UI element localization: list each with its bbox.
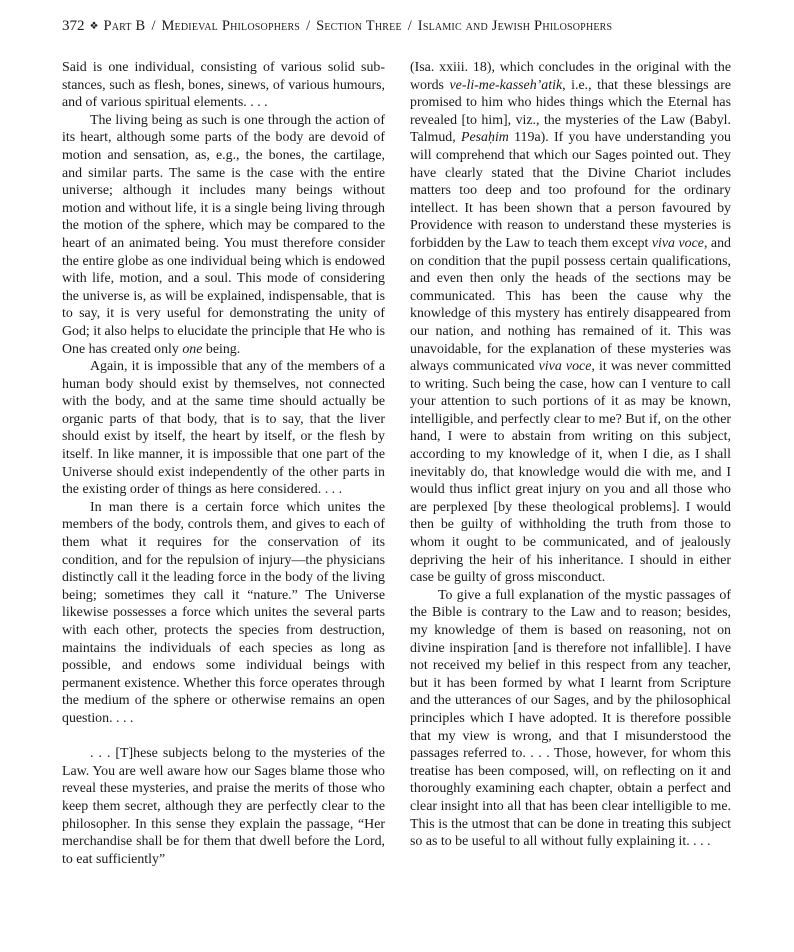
running-header — [62, 18, 742, 40]
header-subtitle: Islamic and Jewish Philosophers — [417, 18, 613, 34]
emphasis: one — [182, 341, 203, 357]
emphasis: viva voce — [651, 235, 704, 251]
header-separator: / — [407, 18, 412, 34]
paragraph: Said is one individual, consisting of various solid substances, such as flesh, bones, sinews, of various humours, and of various spiritual elements. . . . — [62, 60, 385, 111]
emphasis: Pesaḥim — [461, 130, 509, 146]
emphasis: ve-li-me-kasseh’atik — [449, 77, 563, 93]
header-separator: / — [306, 18, 311, 34]
left-column — [62, 59, 385, 868]
paragraph: In man there is a certain force which unites the members of the body, controls them, and gives to each of them what it requires for the conservation of its condition, and for the repulsion of injury—the physicians distinctly call it the leading force in the body of the living being; sometimes they call it “nature.” The Universe likewise possesses a force which unites the several parts with each other, protects the species from destruction, maintains the individuals of each species as long as possible, and endows some individual beings with permanent existence. Whether this force operates through the medium of the sphere or otherwise remains an open question. . . . — [62, 499, 385, 726]
page-number: 372 — [62, 18, 85, 34]
header-separator: / — [151, 18, 156, 34]
paragraph: . . . [T]hese subjects belong to the mysteries of the Law. You are well aware how our Sages blame those who reveal these mysteries, and praise the merits of those who keep them secret, although they are perfectly clear to the philosopher. In this sense they explain the passage, “Her merchandise shall be for them that dwell before the Lord, to eat sufficiently” — [62, 746, 385, 867]
header-title: Medieval Philosophers — [161, 18, 301, 34]
header-part: Part B — [103, 18, 146, 34]
paragraph: To give a full explanation of the mystic passages of the Bible is contrary to the Law and to reason; besides, my knowledge of them is based on reasoning, not on divine inspiration [and is therefore not infallible]. I have not received my belief in this respect from any teacher, but it has been formed by what I learnt from Scripture and the utterances of our Sages, and by the philosophical principles which I have adopted. It is therefore possible that my view is wrong, and that I misunderstood the passages referred to. . . . Those, however, for whom this treatise has been composed, will, on reflecting on it and thoroughly examining each chapter, obtain a perfect and clear insight into all that has been clear intelligible to me. This is the utmost that can be done in treating this subject so as to be useful to all without fully explaining it. . . . — [410, 587, 731, 850]
header-section: Section Three — [316, 18, 402, 34]
paragraph: The living being as such is one through the action of its heart, although some parts of the body are devoid of motion and sensation, as, e.g., the bones, the cartilage, and similar parts. The same is the case with the entire universe; although it includes many beings without motion and without life, it is a single being living through the motion of the sphere, which may be compared to the heart of an animated being. You must therefore consider the entire globe as one individual being which is endowed with life, motion, and a soul. This mode of considering the universe is, as will be explained, indispensable, that is to say, it is very useful for demonstrating the unity of God; it also helps to elucidate the principle that He who is One has created only one being. — [62, 112, 385, 357]
emphasis: viva voce, — [538, 359, 595, 375]
paragraph: Again, it is impossible that any of the members of a human body should exist by themselves, not connected with the body, and at the same time should actually be organic parts of that body, that is to say, that the liver should exist by itself, the heart by itself, or the flesh by itself. In like manner, it is impossible that one part of the Universe should exist independently of the other parts in the existing order of things as here considered. . . . — [62, 359, 385, 498]
right-column — [410, 59, 731, 851]
diamond-ornament-icon: ❖ — [89, 21, 99, 32]
paragraph: (Isa. xxiii. 18), which concludes in the original with the words ve-li-me-kasseh’atik, i.e., that these blessings are promised to him who hides things which the Eternal has revealed [to him], viz., the mysteries of the Law (Babyl. Talmud, Pesaḥim 119a). If you have understanding you will comprehend that which our Sages pointed out. They have clearly stated that the Divine Chariot includes matters too deep and too profound for the ordinary intellect. It has been shown that a person favoured by Providence with reason to understand these mysteries is forbidden by the Law to teach them except viva voce, and on condition that the pupil possess certain qualifications, and even then only the heads of the sections may be communicated. This has been the cause why the knowledge of this mystery has entirely disappeared from our nation, and nothing has remained of it. This was unavoidable, for the explanation of these mysteries was always communicated viva voce, it was never committed to writing. Such being the case, how can I venture to call your attention to such portions of it as may be known, intelligible, and perfectly clear to me? But if, on the other hand, I were to abstain from writing on this subject, according to my knowledge of it, when I die, as I shall inevitably do, that knowledge would die with me, and I would thus inflict great injury on you and all those who are perplexed [by these theological problems]. I would then be guilty of withholding the truth from those to whom it ought to be communicated, and of jealously depriving the heir of his inheritance. I should in either case be guilty of gross misconduct. — [410, 60, 731, 586]
